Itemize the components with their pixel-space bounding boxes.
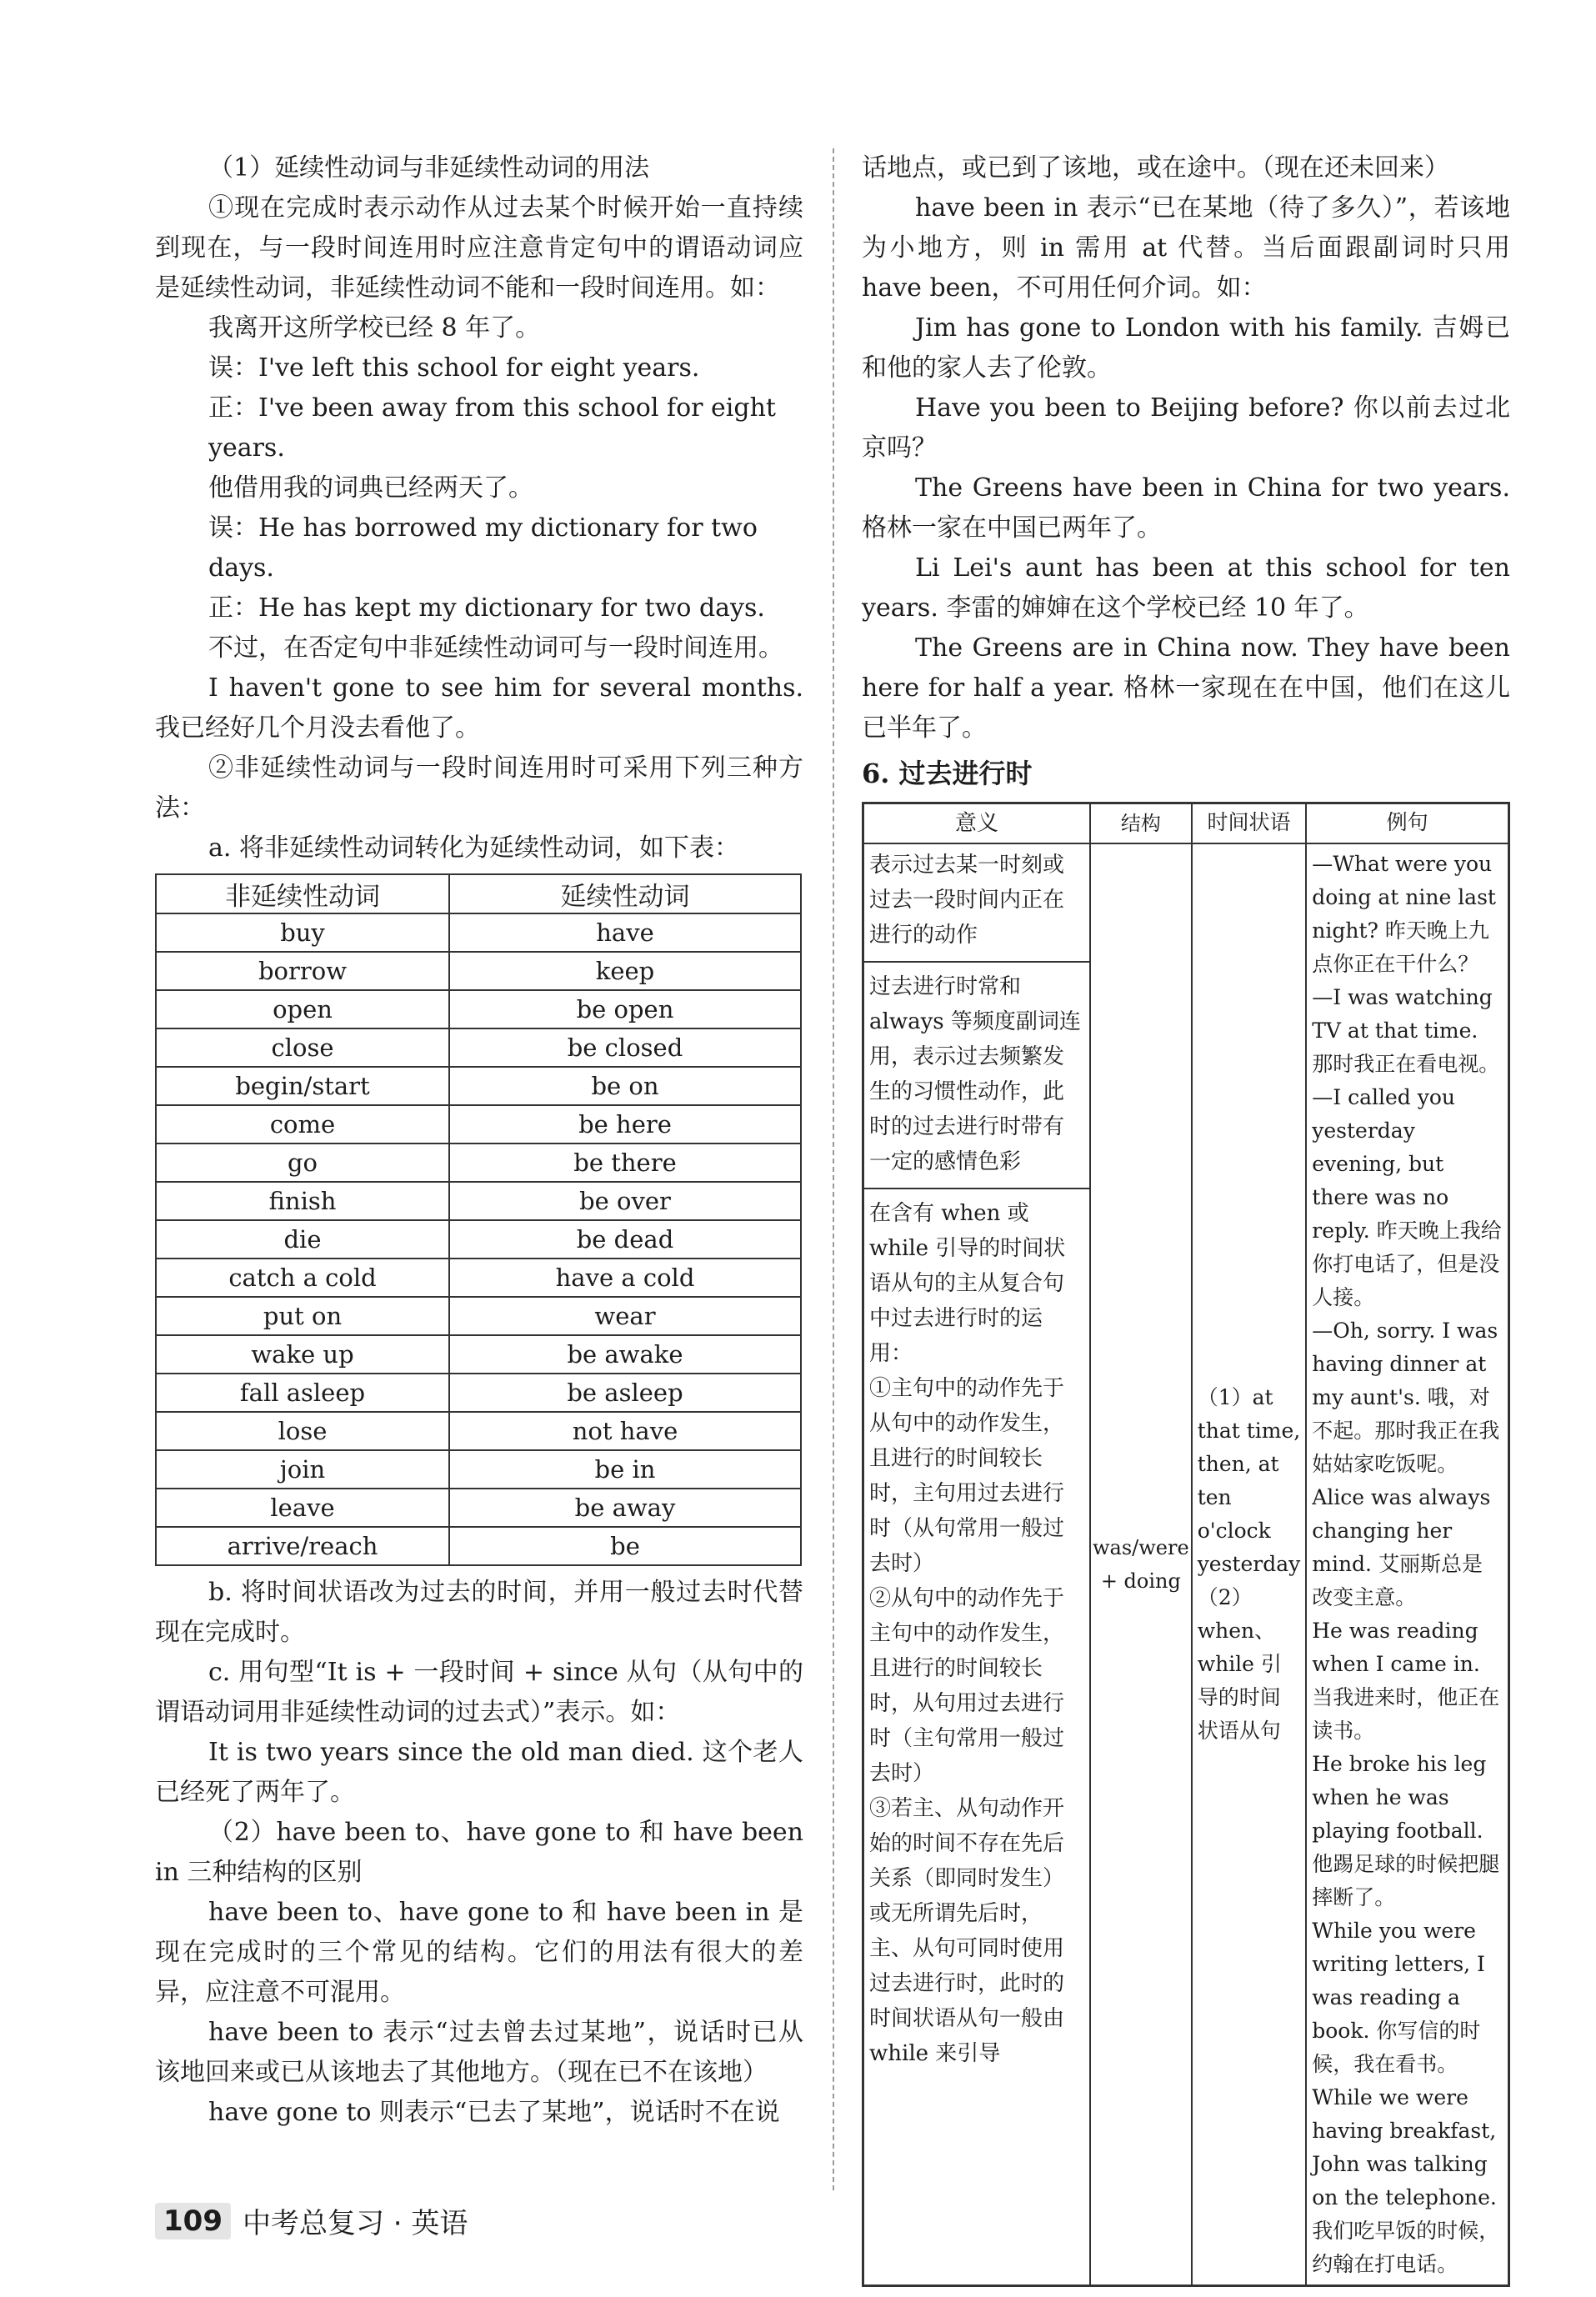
past-progressive-table xyxy=(862,802,1510,2287)
paragraph: The Greens have been in China for two years. 格林一家在中国已两年了。 xyxy=(862,473,1510,543)
verb-table-header: 延续性动词 xyxy=(449,874,801,913)
durative-verb: be closed xyxy=(449,1028,801,1067)
paragraph: have been in 表示“已在某地（待了多久）”，若该地为小地方，则 in 需用 at 代替。当后面跟副词时只用 have been，不可用任何介词。如： xyxy=(862,193,1510,303)
paragraph: Jim has gone to London with his family. 吉姆已和他的家人去了伦敦。 xyxy=(862,313,1510,383)
paragraph: have been to、have gone to 和 have been in 是现在完成时的三个常见的结构。它们的用法有很大的差异，应注意不可混用。 xyxy=(155,1898,803,2007)
durative-verb: be here xyxy=(449,1105,801,1143)
example-line: 正：I've been away from this school for eight years. xyxy=(208,393,776,463)
book-title: 中考总复习 · 英语 xyxy=(242,2207,468,2240)
paragraph: 话地点，或已到了该地，或在途中。（现在还未回来） xyxy=(862,153,1449,183)
durative-verb: have xyxy=(449,913,801,952)
meaning-text: ①主句中的动作先于从句中的动作发生，且进行的时间较长时，主句用过去进行时（从句常用一般过去时） xyxy=(869,1376,1065,1576)
non-durative-verb: go xyxy=(156,1143,449,1182)
non-durative-verb: borrow xyxy=(156,952,449,990)
example-sentence: —I was watching TV at that time. 那时我正在看电视。 xyxy=(1312,985,1500,1076)
row-divider xyxy=(864,961,1089,963)
verb-table-row xyxy=(156,1297,801,1335)
paragraph: ②非延续性动词与一段时间连用时可采用下列三种方法： xyxy=(155,753,803,823)
non-durative-verb: fall asleep xyxy=(156,1374,449,1412)
verb-table-row xyxy=(156,1527,801,1565)
durative-verb: be over xyxy=(449,1182,801,1220)
meaning-text: 在含有 when 或 while 引导的时间状语从句的主从复合句中过去进行时的运用： xyxy=(869,1201,1066,1366)
example-sentence: While we were having breakfast, John was talking on the telephone. 我们吃早饭的时候，约翰在打电话。 xyxy=(1312,2085,1500,2276)
example-line: 我离开这所学校已经 8 年了。 xyxy=(208,313,541,343)
non-durative-verb: open xyxy=(156,990,449,1028)
verb-table-row xyxy=(156,1489,801,1527)
non-durative-verb: put on xyxy=(156,1297,449,1335)
table-header: 例句 xyxy=(1306,803,1508,844)
non-durative-verb: arrive/reach xyxy=(156,1527,449,1565)
meaning-text: ②从句中的动作先于主句中的动作发生，且进行的时间较长时，从句用过去进行时（主句常用一般过去时） xyxy=(869,1586,1065,1786)
section-title: 6. 过去进行时 xyxy=(862,758,1033,789)
page-footer xyxy=(155,2200,468,2241)
durative-verb: wear xyxy=(449,1297,801,1335)
meaning-text: 表示过去某一时刻或过去一段时间内正在进行的动作 xyxy=(869,853,1065,948)
table-header: 结构 xyxy=(1090,803,1192,844)
non-durative-verb: finish xyxy=(156,1182,449,1220)
verb-table-header: 非延续性动词 xyxy=(156,874,449,913)
non-durative-verb: lose xyxy=(156,1412,449,1450)
durative-verb: keep xyxy=(449,952,801,990)
verb-table-row xyxy=(156,952,801,990)
non-durative-verb: buy xyxy=(156,913,449,952)
section-heading-1: （1）延续性动词与非延续性动词的用法 xyxy=(208,153,650,183)
verb-table-row xyxy=(156,913,801,952)
verb-table-row xyxy=(156,1028,801,1067)
example-line: 正：He has kept my dictionary for two days. xyxy=(208,593,765,623)
example-sentence: —What were you doing at nine last night? 昨天晚上九点你正在干什么？ xyxy=(1312,852,1496,976)
durative-verb: be dead xyxy=(449,1220,801,1259)
non-durative-verb: catch a cold xyxy=(156,1259,449,1297)
example-sentence: He broke his leg when he was playing football. 他踢足球的时候把腿摔断了。 xyxy=(1312,1752,1500,1909)
page-number: 109 xyxy=(155,2203,231,2239)
non-durative-verb: come xyxy=(156,1105,449,1143)
non-durative-verb: wake up xyxy=(156,1335,449,1374)
non-durative-verb: join xyxy=(156,1450,449,1489)
section-heading-2: （2）have been to、have gone to 和 have been in 三种结构的区别 xyxy=(155,1818,803,1887)
structure-cell: was/were + doing xyxy=(1090,843,1192,2286)
paragraph: I haven't gone to see him for several months. 我已经好几个月没去看他了。 xyxy=(155,673,803,743)
non-durative-verb: begin/start xyxy=(156,1067,449,1105)
table-header: 时间状语 xyxy=(1192,803,1307,844)
row-divider xyxy=(864,1188,1089,1189)
verb-table-row xyxy=(156,1143,801,1182)
example-sentence: While you were writing letters, I was reading a book. 你写信的时候，我在看书。 xyxy=(1312,1919,1485,2076)
paragraph: a. 将非延续性动词转化为延续性动词，如下表： xyxy=(208,833,739,863)
durative-verb: be in xyxy=(449,1450,801,1489)
durative-verb: not have xyxy=(449,1412,801,1450)
examples-cell xyxy=(1306,843,1508,2286)
meaning-text: 过去进行时常和 always 等频度副词连用，表示过去频繁发生的习惯性动作，此时的过去进行时带有一定的感情色彩 xyxy=(869,974,1081,1174)
durative-verb: be open xyxy=(449,990,801,1028)
paragraph: c. 用句型“It is + 一段时间 + since 从句（从句中的谓语动词用非延续性动词的过去式）”表示。如： xyxy=(155,1658,803,1727)
example-sentence: Alice was always changing her mind. 艾丽斯总是改变主意。 xyxy=(1312,1485,1491,1609)
verb-table xyxy=(155,873,802,1566)
verb-table-row xyxy=(156,990,801,1028)
paragraph: Li Lei's aunt has been at this school for ten years. 李雷的婶婶在这个学校已经 10 年了。 xyxy=(862,553,1510,623)
durative-verb: be xyxy=(449,1527,801,1565)
durative-verb: be asleep xyxy=(449,1374,801,1412)
durative-verb: be awake xyxy=(449,1335,801,1374)
durative-verb: be away xyxy=(449,1489,801,1527)
non-durative-verb: close xyxy=(156,1028,449,1067)
verb-table-body xyxy=(156,913,801,1565)
paragraph: b. 将时间状语改为过去的时间，并用一般过去时代替现在完成时。 xyxy=(155,1578,803,1647)
example-sentence: He was reading when I came in. 当我进来时，他正在读书。 xyxy=(1312,1619,1500,1743)
verb-table-row xyxy=(156,1067,801,1105)
paragraph: The Greens are in China now. They have been here for half a year. 格林一家现在在中国，他们在这儿已半年了。 xyxy=(862,633,1510,743)
example-line: 他借用我的词典已经两天了。 xyxy=(208,473,533,503)
durative-verb: be there xyxy=(449,1143,801,1182)
durative-verb: have a cold xyxy=(449,1259,801,1297)
verb-table-row xyxy=(156,1450,801,1489)
column-divider xyxy=(833,148,834,2190)
verb-table-row xyxy=(156,1105,801,1143)
durative-verb: be on xyxy=(449,1067,801,1105)
verb-table-row xyxy=(156,1259,801,1297)
example-line: 误：He has borrowed my dictionary for two days. xyxy=(208,513,758,583)
paragraph: have gone to 则表示“已去了某地”，说话时不在说 xyxy=(208,2098,780,2127)
non-durative-verb: leave xyxy=(156,1489,449,1527)
verb-table-row xyxy=(156,1182,801,1220)
paragraph: ①现在完成时表示动作从过去某个时候开始一直持续到现在，与一段时间连用时应注意肯定句中的谓语动词应是延续性动词，非延续性动词不能和一段时间连用。如： xyxy=(155,193,803,303)
paragraph: have been to 表示“过去曾去过某地”，说话时已从该地回来或已从该地去了其他地方。（现在已不在该地） xyxy=(155,2018,803,2087)
verb-table-row xyxy=(156,1374,801,1412)
meaning-text: ③若主、从句动作开始的时间不存在先后关系（即同时发生）或无所谓先后时，主、从句可同时使用过去进行时，此时的时间状语从句一般由 while 来引导 xyxy=(869,1796,1065,2066)
verb-table-row xyxy=(156,1220,801,1259)
paragraph: Have you been to Beijing before? 你以前去过北京吗？ xyxy=(862,393,1510,463)
example-sentence: —I called you yesterday evening, but there was no reply. 昨天晚上我给你打电话了，但是没人接。 xyxy=(1312,1085,1502,1309)
paragraph: 不过，在否定句中非延续性动词可与一段时间连用。 xyxy=(208,633,783,663)
verb-table-row xyxy=(156,1335,801,1374)
left-column xyxy=(155,148,803,2133)
table-header: 意义 xyxy=(863,803,1091,844)
example-line: 误：I've left this school for eight years. xyxy=(208,353,700,383)
meaning-cell xyxy=(863,843,1091,2286)
paragraph: It is two years since the old man died. 这个老人已经死了两年了。 xyxy=(155,1738,803,1807)
adverbial-cell: （1）at that time, then, at ten o'clock yesterday（2）when、while 引导的时间状语从句 xyxy=(1192,843,1307,2286)
non-durative-verb: die xyxy=(156,1220,449,1259)
example-sentence: —Oh, sorry. I was having dinner at my aunt's. 哦，对不起。那时我正在我姑姑家吃饭呢。 xyxy=(1312,1319,1500,1476)
right-column xyxy=(862,148,1510,2287)
verb-table-row xyxy=(156,1412,801,1450)
